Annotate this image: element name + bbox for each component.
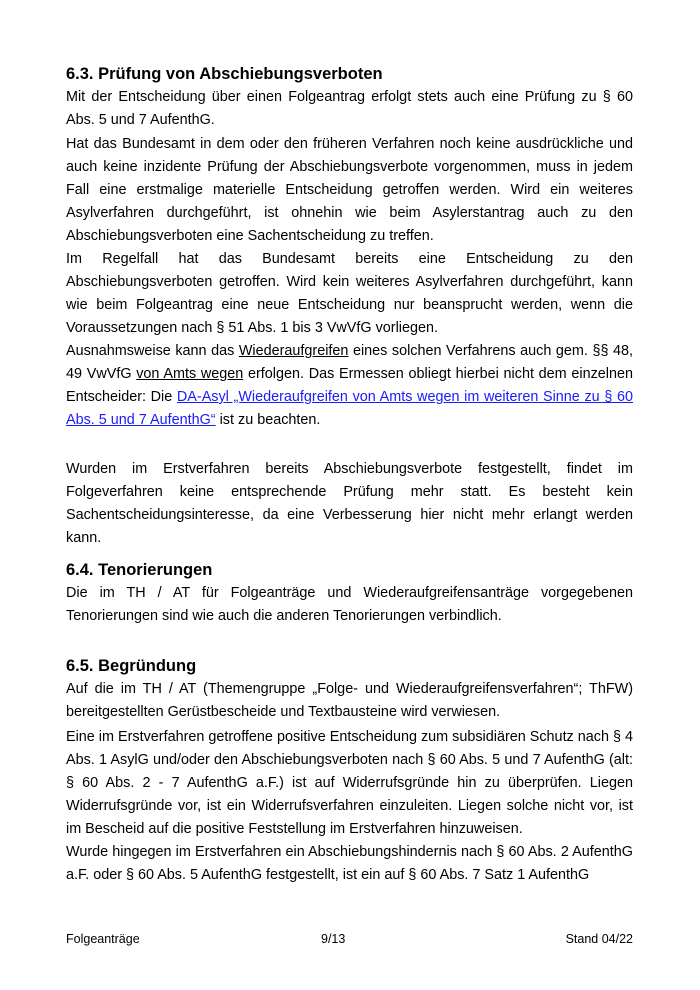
text-span: ist zu beachten. bbox=[215, 412, 321, 428]
page-number: 9/13 bbox=[321, 932, 346, 946]
underlined-text: Wiederaufgreifen bbox=[238, 343, 349, 359]
paragraph-text: Wurde hingegen im Erstverfahren ein Abschiebungshindernis nach § 60 Abs. 2 AufenthG a.F. oder § 60 Abs. 5 AufenthG festgestellt, ist ein auf § 60 Abs. 7 Satz 1 AufenthG bbox=[66, 844, 633, 883]
section-6-4 bbox=[66, 560, 633, 628]
paragraph: Auf die im TH / AT (Themengruppe „Folge- und Wiederaufgreifensverfahren“; ThFW) bereitgestellten Gerüstbescheide und Textbausteine wird verwiesen. bbox=[66, 681, 633, 720]
section-6-3 bbox=[66, 64, 633, 132]
text-span: eines solchen Verfahrens auch gem. §§ 48, 49 VwVfG bbox=[66, 343, 633, 382]
section-6-5 bbox=[66, 656, 633, 724]
paragraph-text: Eine im Erstverfahren getroffene positive Entscheidung zum subsidiären Schutz nach § 4 Abs. 1 AsylG und/oder den Abschiebungsverboten nach § 60 Abs. 5 und 7 AufenthG (alt: § 60 Abs. 2 - 7 AufenthG a.F.) ist auf Widerrufsgründe hin zu überprüfen. Liegen Widerrufsgründe vor, ist ein Widerrufsverfahren einzuleiten. Liegen solche nicht vor, ist im Bescheid auf die positive Feststellung im Erstverfahren hinzuweisen. bbox=[66, 729, 633, 837]
paragraph bbox=[66, 726, 633, 841]
paragraph-text bbox=[66, 340, 633, 432]
paragraph: Die im TH / AT für Folgeanträge und Wiederaufgreifensanträge vorgegebenen Tenorierungen sind wie auch die anderen Tenorierungen verbindlich. bbox=[66, 585, 633, 624]
paragraph-text: Hat das Bundesamt in dem oder den früheren Verfahren noch keine ausdrückliche und auch keine inzidente Prüfung der Abschiebungsverbote vorgenommen, muss in jedem Fall eine erstmalige materielle Entscheidung getroffen werden. Wird ein weiteres Asylverfahren durchgeführt, ist ohnehin wie beim Asylerstantrag auch zu den Abschiebungsverboten eine Sachentscheidung zu treffen. bbox=[66, 136, 633, 244]
text-span: Ausnahmsweise kann das bbox=[66, 343, 239, 359]
section-heading: 6.5. Begründung bbox=[66, 657, 197, 675]
paragraph bbox=[66, 841, 633, 887]
da-asyl-link[interactable]: DA-Asyl „Wiederaufgreifen von Amts wegen im weiteren Sinne zu § 60 Abs. 5 und 7 AufenthG“ bbox=[66, 389, 633, 428]
footer-date: Stand 04/22 bbox=[565, 932, 633, 946]
underlined-text: von Amts wegen bbox=[136, 366, 244, 382]
paragraph bbox=[66, 133, 633, 248]
paragraph: Mit der Entscheidung über einen Folgeantrag erfolgt stets auch eine Prüfung zu § 60 Abs. 5 und 7 AufenthG. bbox=[66, 89, 633, 128]
paragraph bbox=[66, 248, 633, 340]
paragraph-text: Wurden im Erstverfahren bereits Abschiebungsverbote festgestellt, findet im Folgeverfahren keine entsprechende Prüfung mehr statt. Es besteht kein Sachentscheidungsinteresse, da eine Verbesserung hier nicht mehr erlangt werden kann. bbox=[66, 461, 633, 546]
paragraph-text: Im Regelfall hat das Bundesamt bereits eine Entscheidung zu den Abschiebungsverboten getroffen. Wird kein weiteres Asylverfahren durchgeführt, kann wie beim Folgeantrag eine neue Entscheidung nur beansprucht werden, wenn die Voraussetzungen nach § 51 Abs. 1 bis 3 VwVfG vorliegen. bbox=[66, 251, 633, 336]
page-footer bbox=[66, 932, 633, 946]
paragraph bbox=[66, 458, 633, 550]
paragraph bbox=[66, 340, 633, 432]
text-span: erfolgen. Das Ermessen obliegt hierbei nicht dem einzelnen Entscheider: Die bbox=[66, 366, 633, 405]
section-heading: 6.4. Tenorierungen bbox=[66, 561, 213, 579]
footer-title: Folgeanträge bbox=[66, 932, 140, 946]
section-heading: 6.3. Prüfung von Abschiebungsverboten bbox=[66, 65, 383, 83]
